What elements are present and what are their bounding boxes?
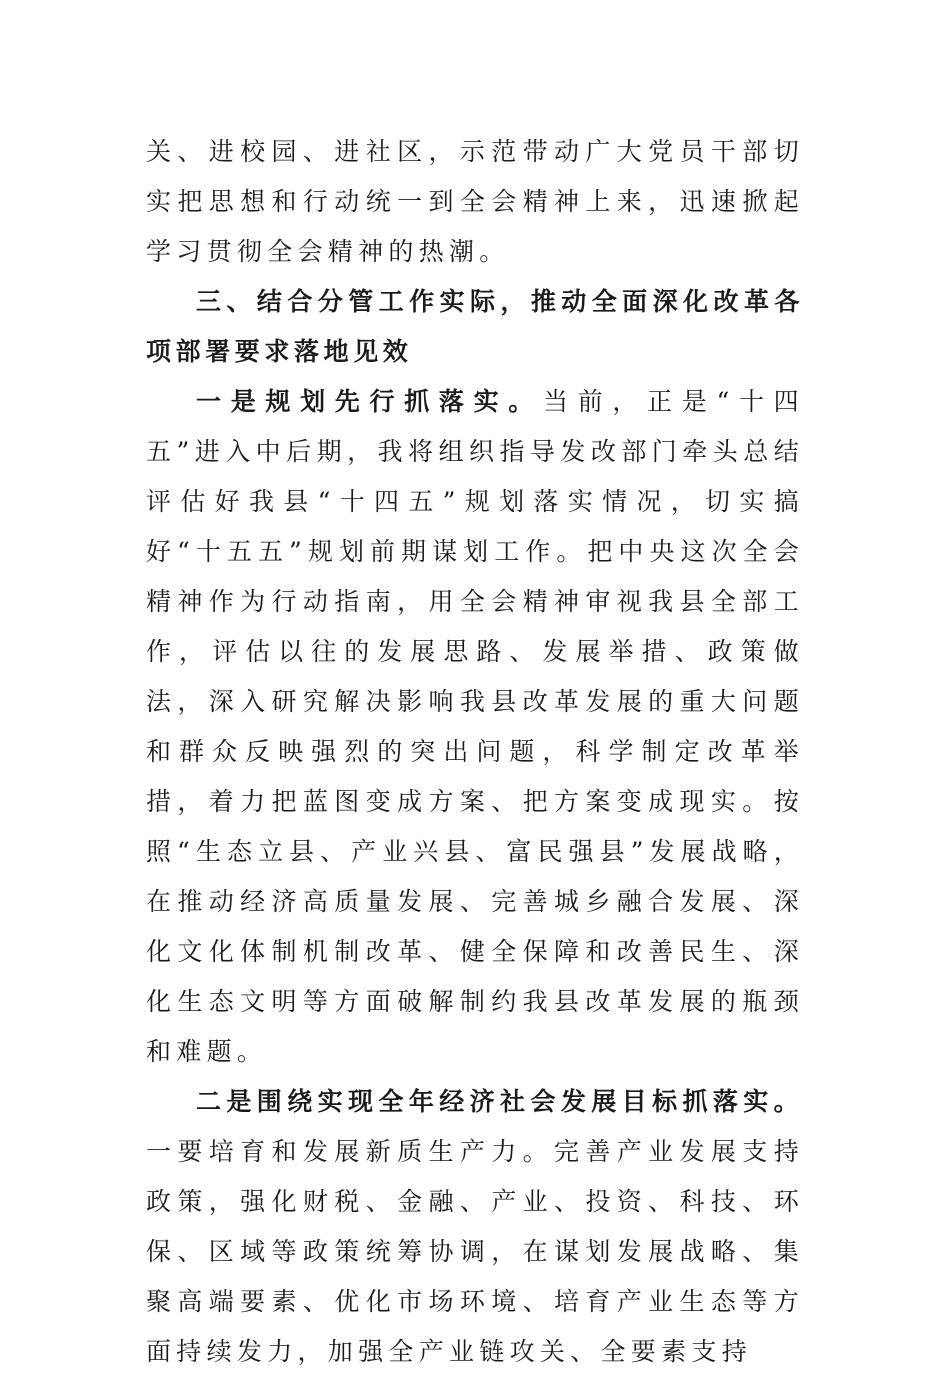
paragraph-lead: 二是围绕实现全年经济社会发展目标抓落实。 [196, 1087, 804, 1116]
paragraph-text: 关、进校园、进社区，示范带动广大党员干部切实把思想和行动统一到全会精神上来，迅速掀起学习贯彻全会精神的热潮。 [146, 137, 804, 266]
paragraph-continuation [146, 127, 804, 277]
paragraph-text: 一要培育和发展新质生产力。完善产业发展支持政策，强化财税、金融、产业、投资、科技、环保、区域等政策统筹协调，在谋划发展战略、集聚高端要素、优化市场环境、培育产业生态等方面持续发力，加强全产业链攻关、全要素支持 [146, 1137, 804, 1366]
paragraph-planning [146, 377, 804, 1077]
paragraph-annual-goals [146, 1077, 804, 1377]
section-heading [146, 277, 804, 377]
paragraph-lead: 一是规划先行抓落实。 [196, 387, 543, 416]
paragraph-text: 当前，正是“十四五”进入中后期，我将组织指导发改部门牵头总结评估好我县“十四五”规划落实情况，切实搞好“十五五”规划前期谋划工作。把中央这次全会精神作为行动指南，用全会精神审视我县全部工作，评估以往的发展思路、发展举措、政策做法，深入研究解决影响我县改革发展的重大问题和群众反映强烈的突出问题，科学制定改革举措，着力把蓝图变成方案、把方案变成现实。按照“生态立县、产业兴县、富民强县”发展战略，在推动经济高质量发展、完善城乡融合发展、深化文化体制机制改革、健全保障和改善民生、深化生态文明等方面破解制约我县改革发展的瓶颈和难题。 [146, 387, 804, 1066]
document-body [146, 127, 804, 1377]
section-heading-text: 三、结合分管工作实际，推动全面深化改革各项部署要求落地见效 [146, 287, 804, 366]
